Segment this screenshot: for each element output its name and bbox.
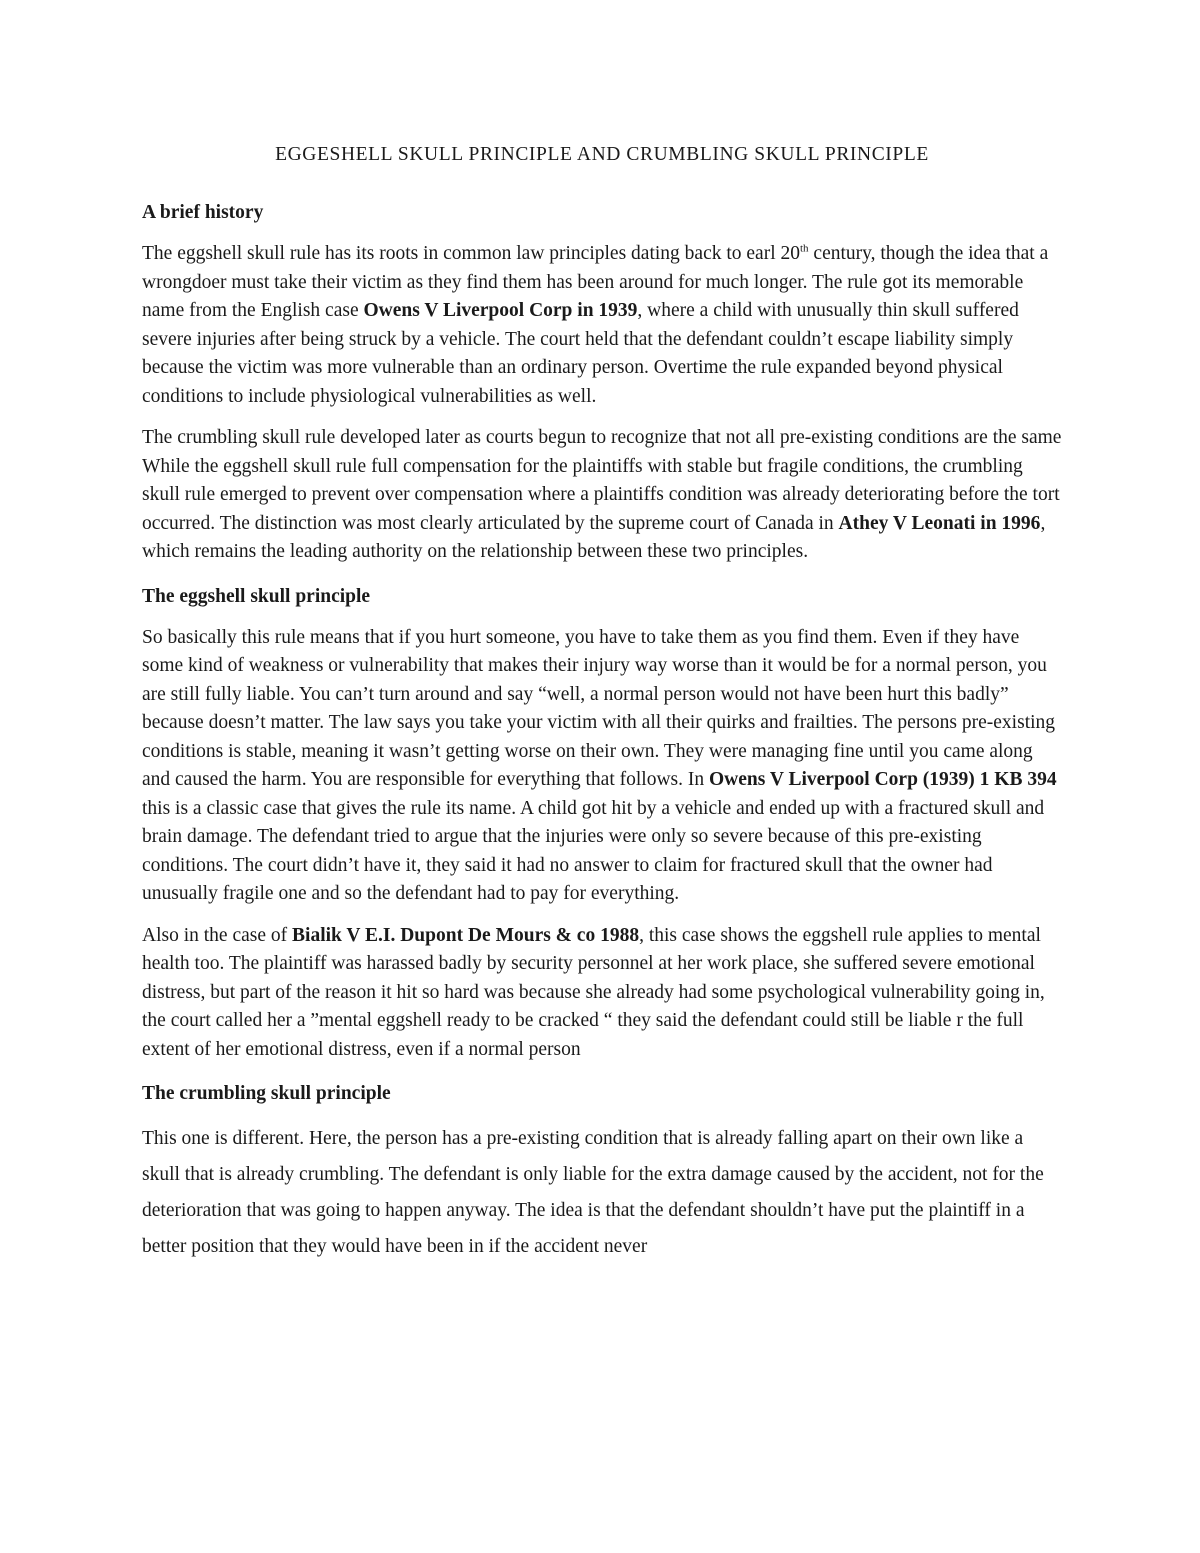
document-body [142,138,1062,1278]
text-run: , where a child with unusually thin skull suffered severe injuries after being struck by a vehicle. The court held that the defendant couldn’t escape liability simply because the victim was more vulnerable than an ordinary person. Overtime the rule expanded beyond physical conditions to include physiological vulnerabilities as well. [142,300,1019,407]
text-run: Also in the case of [142,924,293,946]
case-citation: Owens V Liverpool Corp in 1939 [363,300,638,321]
text-run: this is a classic case that gives the rule its name. A child got hit by a vehicle and ended up with a fractured skull and brain damage. The defendant tried to argue that the injuries were only so severe because of this pre-existing conditions. The court didn’t have it, they said it had no answer to claim for fractured skull that the owner had unusually fragile one and so the defendant had to pay for everything. [142,797,1045,904]
case-citation: Athey V Leonati in 1996 [838,512,1041,534]
text-run: , this case shows the eggshell rule applies to mental health too. The plaintiff was harassed badly by security personnel at her work place, she suffered severe emotional distress, but part of the reason it hit so hard was because she already had some psychological vulnerability going in, the court called her a ”mental eggshell ready to be cracked “ they said the defendant could still be liable r the full extent of her emotional distress, even if a normal person [142,924,1045,1060]
paragraph-crumbling-1 [142,1121,1062,1265]
text-run: The eggshell skull rule has its roots in common law principles dating back to earl 20 [142,243,800,264]
document-title: EGGESHELL SKULL PRINCIPLE AND CRUMBLING SKULL PRINCIPLE [275,144,929,165]
text-run: The crumbling skull rule developed later as courts begun to recognize that not all pre-existing conditions are the same While the eggshell skull rule full compensation for the plaintiffs with stable but fragile conditions, the crumbling skull rule emerged to prevent over compensation where a plaintiffs condition was already deteriorating before the tort occurred. The distinction was most clearly articulated by the supreme court of Canada in [142,427,1062,534]
paragraph-history-2 [142,424,1062,567]
section-heading-crumbling: The crumbling skull principle [142,1083,391,1104]
section-heading-history: A brief history [142,202,264,223]
text-run: So basically this rule means that if you hurt someone, you have to take them as you find them. Even if they have some kind of weakness or vulnerability that makes their injury way worse than it would be for a normal person, you are still fully liable. You can’t turn around and say “well, a normal person would not have been hurt this badly” because doesn’t matter. The law says you take your victim with all their quirks and frailties. The persons pre-existing conditions is stable, meaning it wasn’t getting worse on their own. They were managing fine until you came along and caused the harm. You are responsible for everything that follows. In [142,626,1056,790]
case-citation: Bialik V E.I. Dupont De Mours & co 1988 [292,924,640,946]
paragraph-history-1 [142,240,1062,411]
paragraph-eggshell-1 [142,624,1062,909]
text-run: This one is different. Here, the person has a pre-existing condition that is already falling apart on their own like a skull that is already crumbling. The defendant is only liable for the extra damage caused by the accident, not for the deterioration that was going to happen anyway. The idea is that the defendant shouldn’t have put the plaintiff in a better position that they would have been in if the accident never [142,1128,1044,1257]
text-run: , which remains the leading authority on the relationship between these two principles. [142,512,1046,562]
superscript-ordinal: th [799,242,809,255]
text-run: century, though the idea that a wrongdoer must take their victim as they find them has been around for much longer. The rule got its memorable name from the English case [142,243,1049,321]
paragraph-eggshell-2 [142,922,1062,1065]
case-citation: Owens V Liverpool Corp (1939) 1 KB 394 [709,769,1057,790]
section-heading-eggshell: The eggshell skull principle [142,585,371,607]
